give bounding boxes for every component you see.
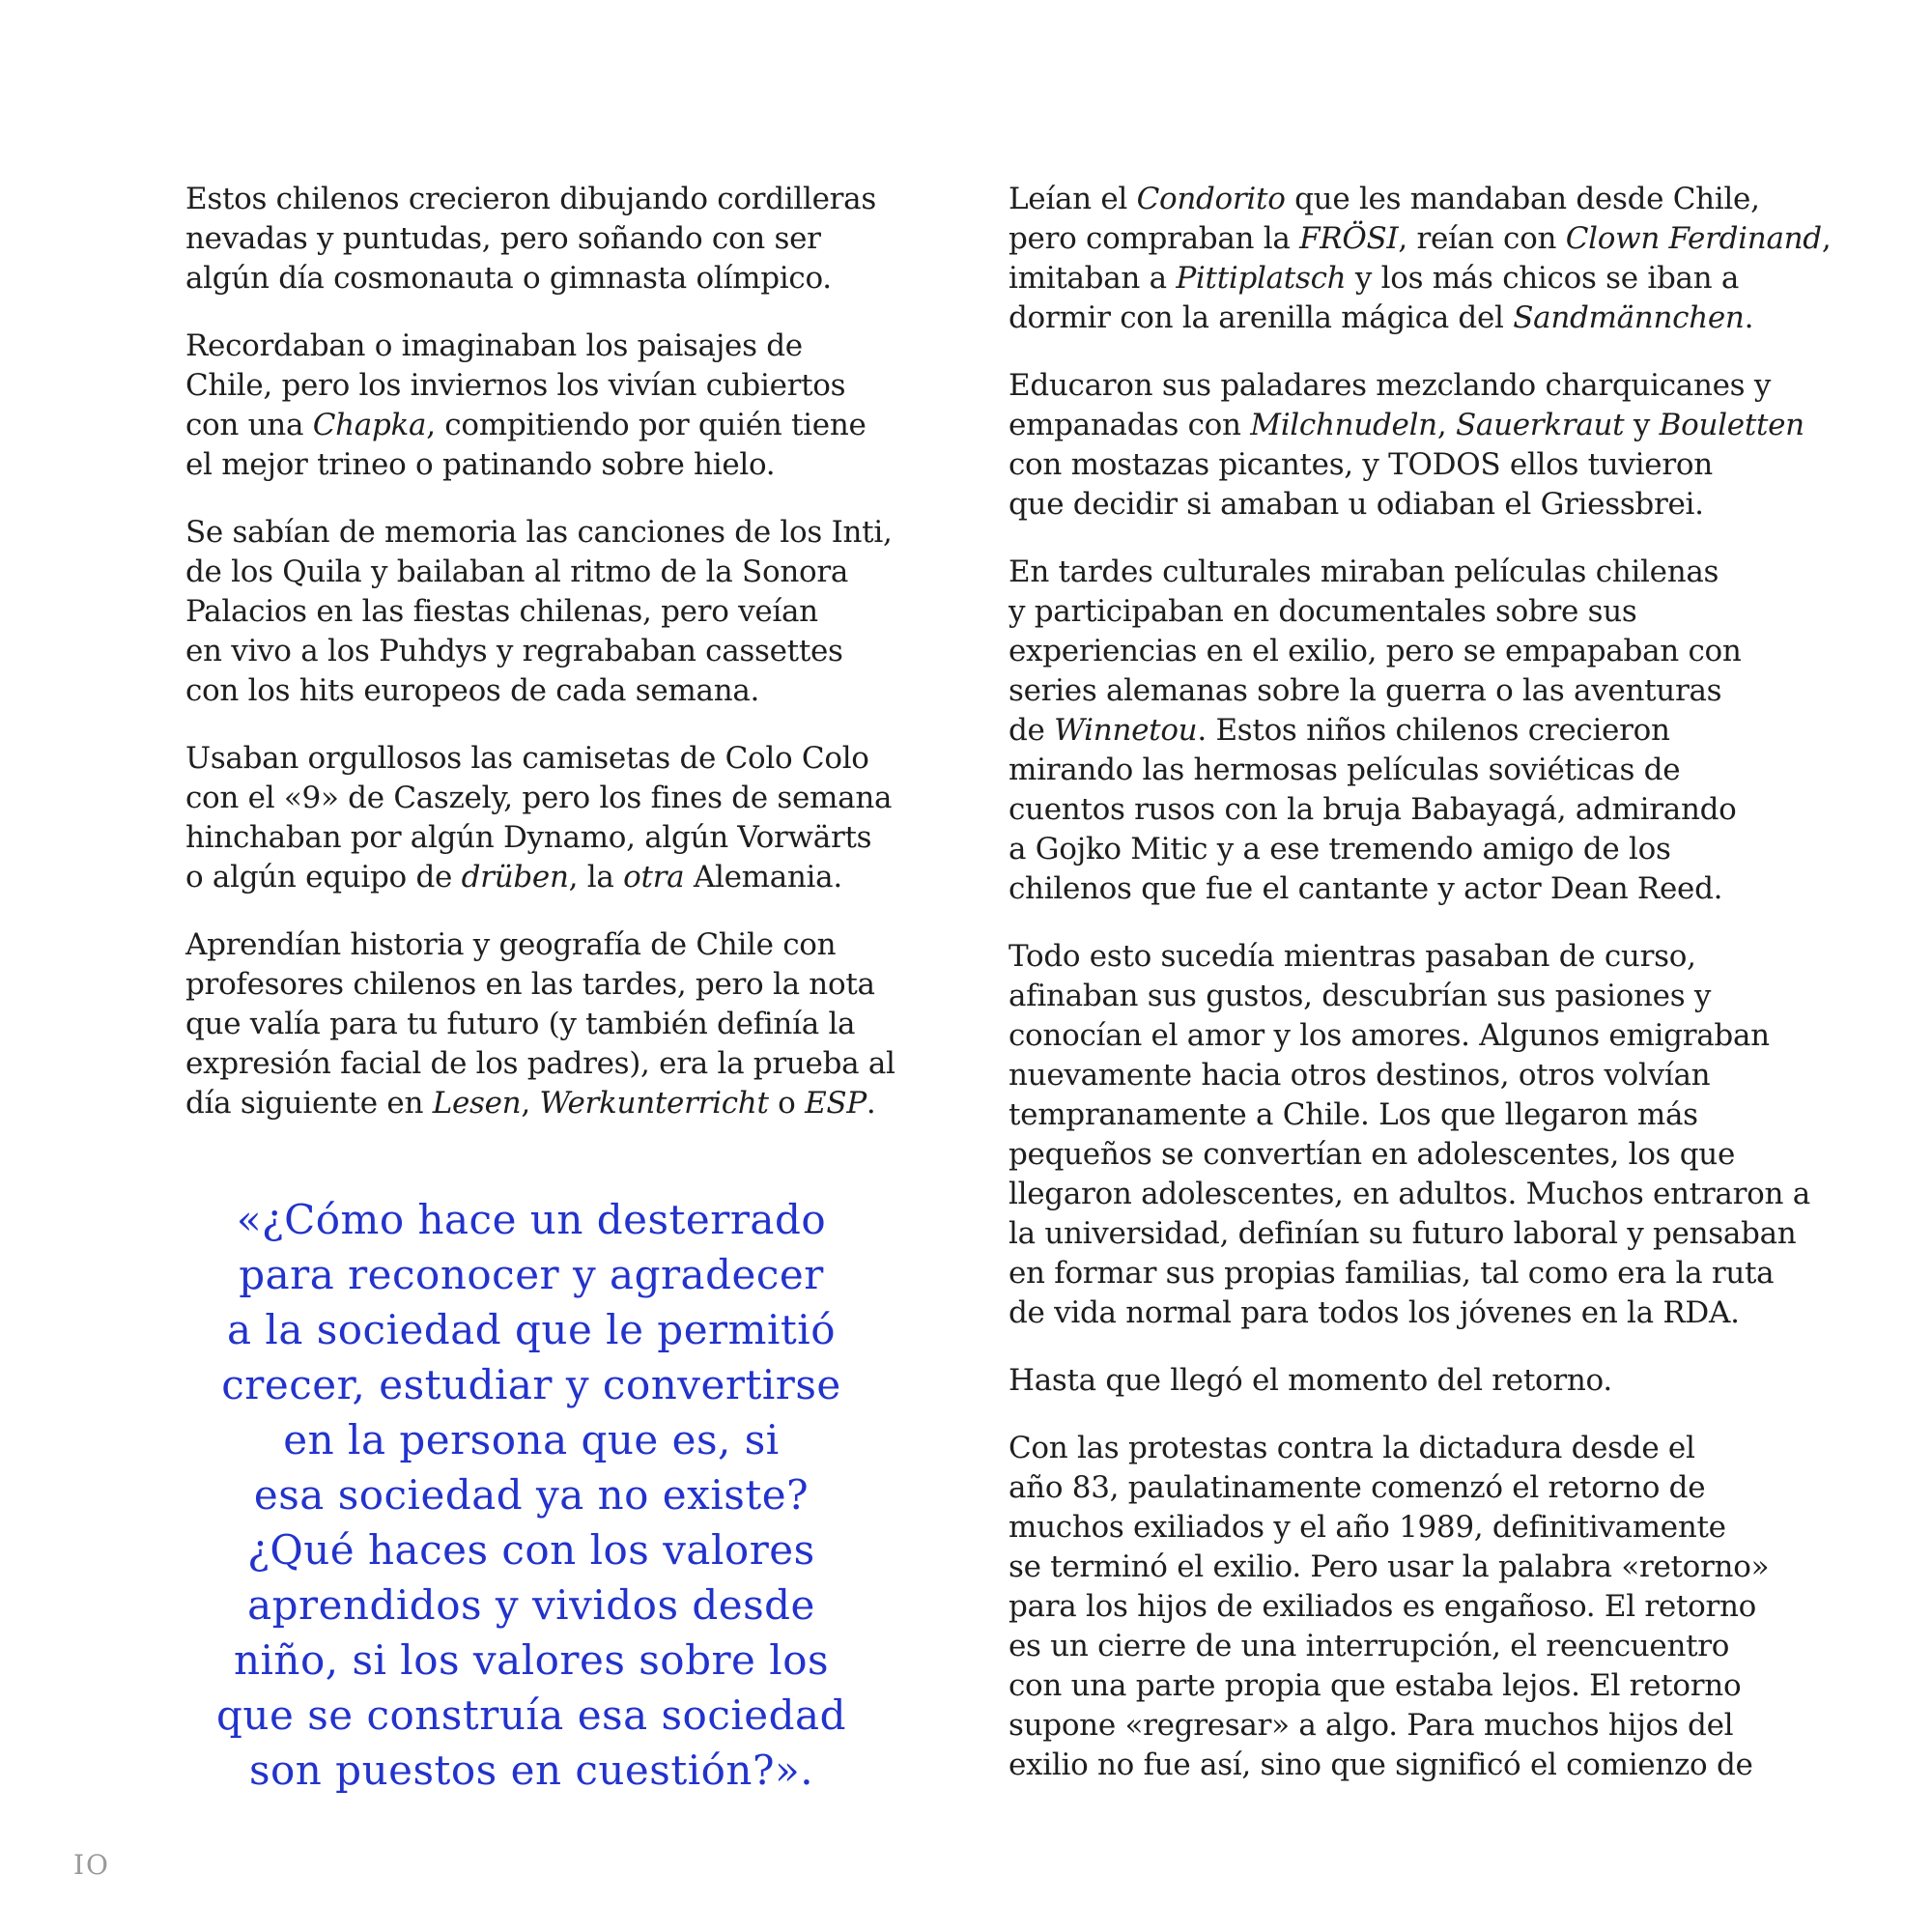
text-line — [1009, 790, 1801, 830]
body-paragraph — [185, 180, 900, 298]
text-run: nuevamente hacia otros destinos, otros volvían — [1009, 1058, 1711, 1093]
text-line — [1009, 445, 1801, 485]
text-line — [1009, 259, 1801, 298]
body-paragraph — [185, 739, 900, 897]
text-line — [1009, 1706, 1801, 1746]
quote-line: en la persona que es, si — [283, 1416, 780, 1463]
text-line — [1009, 1361, 1801, 1401]
text-line — [1009, 1548, 1801, 1587]
text-run: en vivo a los Puhdys y regrababan cassettes — [185, 634, 843, 668]
text-run: , reían con — [1398, 221, 1566, 256]
right-column — [1009, 180, 1832, 1813]
page-number: IO — [73, 1849, 111, 1881]
italic-term: Clown Ferdinand — [1565, 221, 1822, 256]
text-run: Aprendían historia y geografía de Chile con — [185, 927, 837, 962]
quote-line: «¿Cómo hace un desterrado — [236, 1196, 827, 1243]
text-run: dormir con la arenilla mágica del — [1009, 300, 1514, 335]
text-line — [1009, 1056, 1801, 1095]
text-run: con una — [185, 408, 313, 442]
text-run: conocían el amor y los amores. Algunos emigraban — [1009, 1018, 1770, 1053]
text-run: supone «regresar» a algo. Para muchos hijos del — [1009, 1708, 1734, 1743]
italic-term: Chapka — [312, 408, 427, 442]
text-run: año 83, paulatinamente comenzó el retorno de — [1009, 1470, 1706, 1505]
text-line — [1009, 1508, 1801, 1548]
text-run: Se sabían de memoria las canciones de los Inti, — [185, 515, 893, 550]
italic-term: Sandmännchen — [1513, 300, 1745, 335]
text-run: chilenos que fue el cantante y actor Dean Reed. — [1009, 871, 1723, 906]
body-paragraph — [185, 513, 900, 711]
text-run: expresión facial de los padres), era la prueba al — [185, 1046, 895, 1081]
quote-line: que se construía esa sociedad — [216, 1691, 846, 1739]
text-run: , compitiendo por quién tiene — [426, 408, 867, 442]
text-run: Educaron sus paladares mezclando charquicanes y — [1009, 368, 1772, 403]
text-line — [1009, 711, 1801, 751]
text-run: y participaban en documentales sobre sus — [1009, 594, 1637, 629]
text-line — [1009, 1468, 1801, 1508]
text-line — [185, 406, 900, 445]
text-line — [1009, 977, 1801, 1016]
text-line — [185, 1044, 900, 1084]
text-run: el mejor trineo o patinando sobre hielo. — [185, 447, 776, 482]
text-line — [185, 592, 900, 632]
text-line — [1009, 671, 1801, 711]
text-line — [1009, 553, 1801, 592]
text-line — [185, 445, 900, 485]
text-line — [185, 779, 900, 818]
italic-term: Winnetou — [1054, 713, 1198, 748]
italic-term: Pittiplatsch — [1176, 261, 1347, 296]
text-run: Chile, pero los inviernos los vivían cubiertos — [185, 368, 846, 403]
text-run: de — [1009, 713, 1055, 748]
pull-quote — [193, 1192, 869, 1798]
italic-term: drüben — [461, 860, 569, 895]
text-run: Hasta que llegó el momento del retorno. — [1009, 1363, 1612, 1398]
text-line — [1009, 869, 1801, 909]
text-run: a Gojko Mitic y a ese tremendo amigo de los — [1009, 832, 1671, 867]
body-paragraph — [1009, 553, 1801, 909]
text-run: pero compraban la — [1009, 221, 1300, 256]
text-run: mirando las hermosas películas soviéticas de — [1009, 753, 1681, 787]
text-run: Leían el — [1009, 182, 1137, 216]
text-line — [185, 671, 900, 711]
text-run: con los hits europeos de cada semana. — [185, 673, 760, 708]
text-line — [1009, 751, 1801, 790]
text-line — [1009, 1214, 1801, 1254]
text-line — [1009, 1666, 1801, 1706]
text-line — [185, 219, 900, 259]
text-line — [1009, 1254, 1801, 1293]
text-run: con el «9» de Caszely, pero los fines de semana — [185, 781, 893, 815]
text-run: . — [1744, 300, 1754, 335]
text-run: tempranamente a Chile. Los que llegaron más — [1009, 1097, 1698, 1132]
text-run: En tardes culturales miraban películas chilenas — [1009, 554, 1719, 589]
body-paragraph — [185, 925, 900, 1123]
text-line — [1009, 1293, 1801, 1333]
quote-line: a la sociedad que le permitió — [227, 1306, 836, 1353]
text-run: llegaron adolescentes, en adultos. Muchos entraron a — [1009, 1177, 1810, 1211]
text-line — [1009, 1746, 1801, 1785]
text-run: que decidir si amaban u odiaban el Griessbrei. — [1009, 487, 1704, 522]
text-line — [1009, 1016, 1801, 1056]
text-line — [185, 818, 900, 858]
text-line — [1009, 1429, 1801, 1468]
text-run: y — [1624, 408, 1660, 442]
text-run: algún día cosmonauta o gimnasta olímpico. — [185, 261, 832, 296]
text-line — [1009, 1587, 1801, 1627]
text-line — [185, 1084, 900, 1123]
text-run: o algún equipo de — [185, 860, 462, 895]
text-line — [185, 925, 900, 965]
text-line — [185, 513, 900, 553]
text-line — [185, 858, 900, 897]
italic-term: Milchnudeln — [1250, 408, 1437, 442]
text-run: que les mandaban desde Chile, — [1285, 182, 1760, 216]
body-paragraph — [1009, 180, 1832, 338]
text-run: , — [1436, 408, 1456, 442]
text-line — [1009, 1095, 1801, 1135]
text-run: de vida normal para todos los jóvenes en la RDA. — [1009, 1295, 1740, 1330]
text-run: afinaban sus gustos, descubrían sus pasiones y — [1009, 979, 1712, 1013]
text-line — [185, 259, 900, 298]
text-run: muchos exiliados y el año 1989, definitivamente — [1009, 1510, 1726, 1545]
text-line — [1009, 366, 1801, 406]
text-run: series alemanas sobre la guerra o las aventuras — [1009, 673, 1722, 708]
quote-line: para reconocer y agradecer — [239, 1251, 824, 1298]
quote-line: niño, si los valores sobre los — [233, 1636, 830, 1684]
quote-line: esa sociedad ya no existe? — [253, 1471, 810, 1519]
body-paragraph — [1009, 1429, 1801, 1785]
text-run: . — [866, 1086, 876, 1121]
text-run: , — [521, 1086, 540, 1121]
text-run: hinchaban por algún Dynamo, algún Vorwärts — [185, 820, 872, 855]
text-run: Todo esto sucedía mientras pasaban de curso, — [1009, 939, 1696, 974]
text-line — [1009, 830, 1801, 869]
body-paragraph — [1009, 937, 1810, 1333]
text-run: , la — [568, 860, 624, 895]
text-run: la universidad, definían su futuro laboral y pensaban — [1009, 1216, 1797, 1251]
body-paragraph — [1009, 366, 1804, 525]
text-run: día siguiente en — [185, 1086, 433, 1121]
text-line — [1009, 937, 1801, 977]
text-run: es un cierre de una interrupción, el reencuentro — [1009, 1629, 1730, 1663]
italic-term: Bouletten — [1659, 408, 1804, 442]
text-run: Recordaban o imaginaban los paisajes de — [185, 328, 803, 363]
text-line — [185, 1005, 900, 1044]
text-run: que valía para tu futuro (y también definía la — [185, 1007, 856, 1041]
text-run: cuentos rusos con la bruja Babayagá, admirando — [1009, 792, 1737, 827]
text-run: experiencias en el exilio, pero se empapaban con — [1009, 634, 1742, 668]
italic-term: Sauerkraut — [1455, 408, 1625, 442]
text-run: profesores chilenos en las tardes, pero la nota — [185, 967, 875, 1002]
text-run: Con las protestas contra la dictadura desde el — [1009, 1431, 1695, 1465]
italic-term: Werkunterricht — [539, 1086, 769, 1121]
italic-term: Condorito — [1136, 182, 1286, 216]
body-paragraph — [185, 327, 900, 485]
text-run: imitaban a — [1009, 261, 1177, 296]
text-line — [185, 553, 900, 592]
left-column — [185, 180, 900, 1151]
text-line — [1009, 632, 1801, 671]
text-line — [185, 327, 900, 366]
text-run: Palacios en las fiestas chilenas, pero veían — [185, 594, 818, 629]
text-run: Alemania. — [684, 860, 842, 895]
text-run: o — [768, 1086, 806, 1121]
text-run: exilio no fue así, sino que significó el comienzo de — [1009, 1747, 1753, 1782]
text-run: con una parte propia que estaba lejos. El retorno — [1009, 1668, 1742, 1703]
text-line — [1009, 1135, 1801, 1175]
text-run: se terminó el exilio. Pero usar la palabra «retorno» — [1009, 1549, 1770, 1584]
italic-term: FRÖSI — [1299, 221, 1399, 256]
italic-term: ESP — [805, 1086, 867, 1121]
quote-line: crecer, estudiar y convertirse — [221, 1361, 841, 1408]
text-line — [1009, 485, 1801, 525]
text-line — [185, 739, 900, 779]
text-line — [1009, 219, 1832, 259]
text-line — [1009, 180, 1801, 219]
text-line — [1009, 406, 1804, 445]
italic-term: Lesen — [432, 1086, 522, 1121]
text-line — [1009, 298, 1801, 338]
text-line — [1009, 1627, 1801, 1666]
text-run: nevadas y puntudas, pero soñando con ser — [185, 221, 821, 256]
text-run: Usaban orgullosos las camisetas de Colo Colo — [185, 741, 869, 776]
text-line — [185, 366, 900, 406]
text-run: empanadas con — [1009, 408, 1251, 442]
text-line — [185, 180, 900, 219]
quote-line: ¿Qué haces con los valores — [247, 1526, 815, 1574]
text-line — [1009, 1175, 1810, 1214]
text-line — [185, 632, 900, 671]
text-run: de los Quila y bailaban al ritmo de la Sonora — [185, 554, 849, 589]
text-line — [1009, 592, 1801, 632]
quote-line: aprendidos y vividos desde — [247, 1581, 815, 1629]
text-run: y los más chicos se iban a — [1346, 261, 1740, 296]
text-run: en formar sus propias familias, tal como era la ruta — [1009, 1256, 1775, 1291]
text-line — [185, 965, 900, 1005]
text-run: para los hijos de exiliados es engañoso. El retorno — [1009, 1589, 1757, 1624]
quote-line: son puestos en cuestión?». — [248, 1747, 814, 1794]
text-run: . Estos niños chilenos crecieron — [1197, 713, 1670, 748]
body-paragraph — [1009, 1361, 1801, 1401]
text-run: pequeños se convertían en adolescentes, los que — [1009, 1137, 1736, 1172]
italic-term: otra — [623, 860, 685, 895]
text-run: Estos chilenos crecieron dibujando cordilleras — [185, 182, 876, 216]
text-run: con mostazas picantes, y TODOS ellos tuvieron — [1009, 447, 1713, 482]
text-run: , — [1821, 221, 1832, 256]
